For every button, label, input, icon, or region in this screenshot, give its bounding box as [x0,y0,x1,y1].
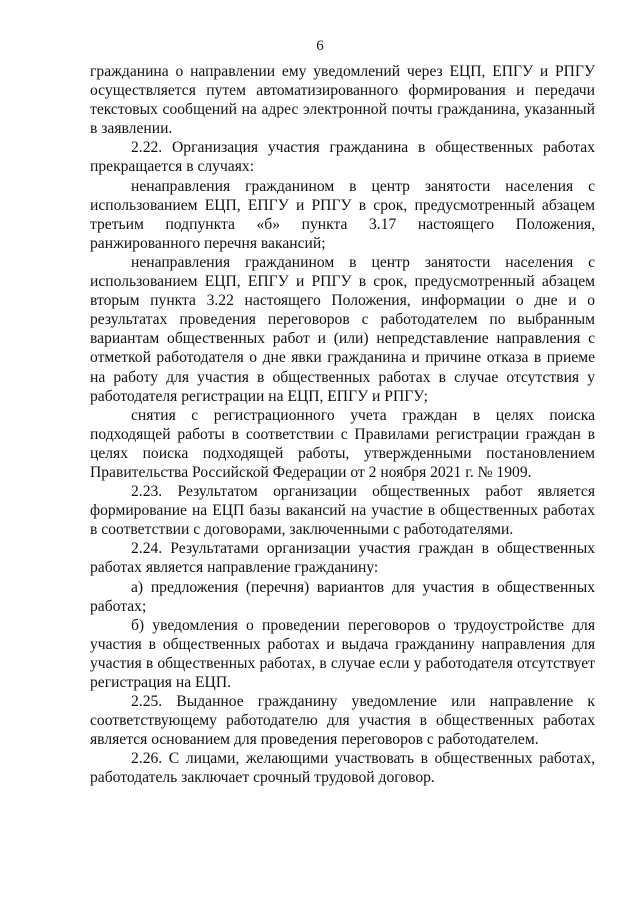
page-number: 6 [316,38,324,54]
paragraph-case-3: снятия с регистрационного учета граждан в целях поиска подходящей работы в соответствии с Правилами регистрации граждан в целях поиска подходящей работы, утвержденными постановлением Правительства Российской Федерации от 2 ноября 2021 г. № 1909. [90,406,595,481]
paragraph-2-24: 2.24. Результатами организации участия граждан в общественных работах является направление гражданину: [90,540,595,577]
paragraph-2-22: 2.22. Организация участия гражданина в общественных работах прекращается в случаях: [90,139,595,176]
document-body [90,62,595,788]
paragraph-case-1: ненаправления гражданином в центр занятости населения с использованием ЕЦП, ЕПГУ и РПГУ в срок, предусмотренный абзацем третьим подпункта «б» пункта 3.17 настоящего Положения, ранжированного перечня вакансий; [90,177,595,252]
paragraph-case-2: ненаправления гражданином в центр занятости населения с использованием ЕЦП, ЕПГУ и РПГУ в срок, предусмотренный абзацем вторым пункта 3.22 настоящего Положения, информации о дне и о результатах проведения переговоров с работодателем по выбранным вариантам общественных работ и (или) непредставление направления с отметкой работодателя о дне явки гражданина и причине отказа в приеме на работу для участия в общественных работах в случае отсутствия у работодателя регистрации на ЕЦП, ЕПГУ и РПГУ; [90,253,595,405]
paragraph-2-24-b: б) уведомления о проведении переговоров о трудоустройстве для участия в общественных работах и выдача гражданину направления для участия в общественных работах, в случае если у работодателя отсутствует регистрация на ЕЦП. [90,616,595,691]
paragraph-2-25: 2.25. Выданное гражданину уведомление или направление к соответствующему работодателю для участия в общественных работах является основанием для проведения переговоров с работодателем. [90,693,595,749]
paragraph-continuation: гражданина о направлении ему уведомлений через ЕЦП, ЕПГУ и РПГУ осуществляется путем автоматизированного формирования и передачи текстовых сообщений на адрес электронной почты гражданина, указанный в заявлении. [90,63,595,138]
paragraph-2-24-a: а) предложения (перечня) вариантов для участия в общественных работах; [90,578,595,615]
paragraph-2-26: 2.26. С лицами, желающими участвовать в общественных работах, работодатель заключает срочный трудовой договор. [90,750,595,787]
paragraph-2-23: 2.23. Результатом организации общественных работ является формирование на ЕЦП базы вакансий на участие в общественных работах в соответствии с договорами, заключенными с работодателями. [90,483,595,539]
